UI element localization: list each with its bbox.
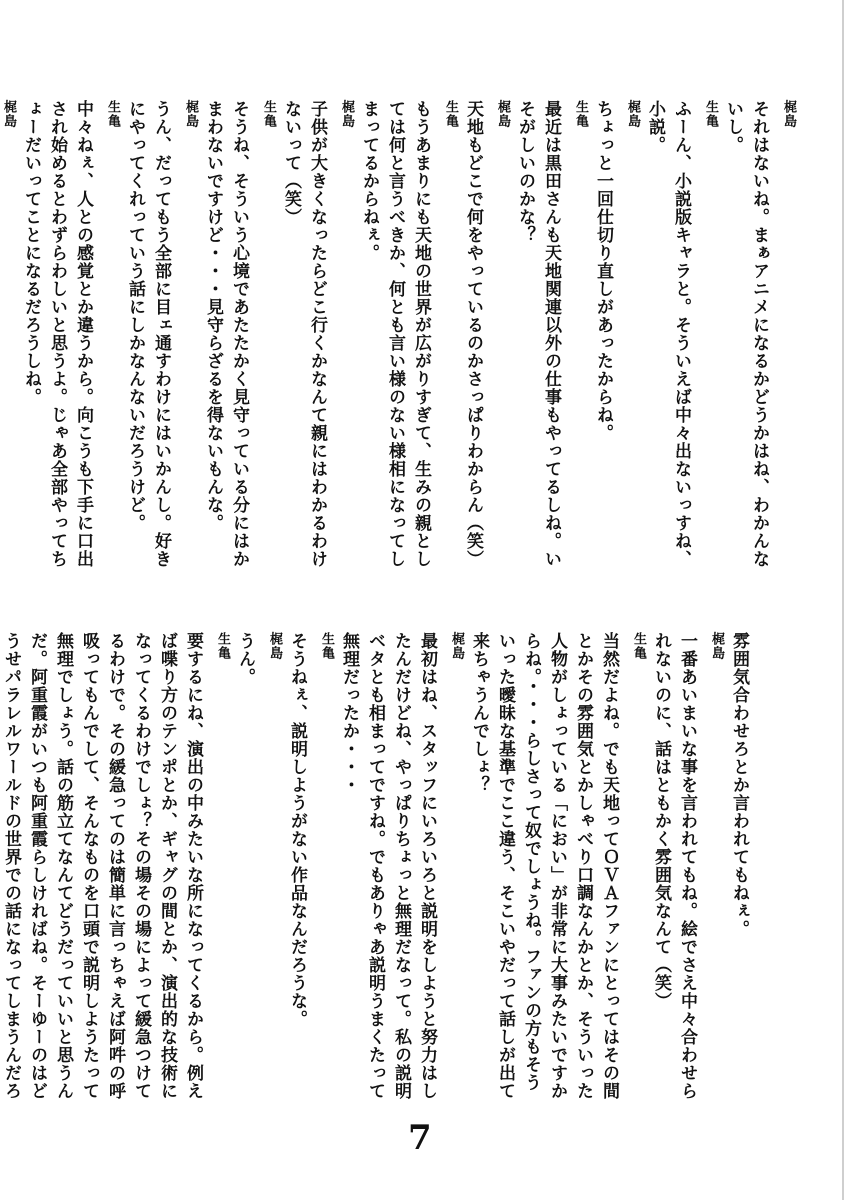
dialogue-row <box>726 632 778 1102</box>
speaker-label: 梶島 <box>339 100 354 128</box>
speech-text: ふーん、小説版キャラと。そういえば中々出ないっすね、小説。 <box>645 100 691 568</box>
speech-text: そうねぇ、説明しようがない作品なんだろうな。 <box>287 632 307 1028</box>
speaker-label: 生亀 <box>573 100 588 128</box>
speaker-label: 生亀 <box>215 632 230 660</box>
dialogue-row <box>0 100 18 570</box>
dialogue-row <box>512 100 590 570</box>
speaker-label: 梶島 <box>267 632 282 660</box>
speech-text: ちょっと一回仕切り直しがあったからね。 <box>593 100 613 442</box>
speaker-label: 梶島 <box>495 100 510 128</box>
dialogue-row <box>284 632 336 1102</box>
dialogue-row <box>18 100 122 570</box>
speaker-label: 梶島 <box>781 100 796 128</box>
page-edge <box>842 0 844 1200</box>
top-dialogue-block <box>0 100 798 570</box>
dialogue-row <box>336 632 466 1102</box>
dialogue-row <box>278 100 356 570</box>
dialogue-row <box>590 100 642 570</box>
speaker-label: 生亀 <box>631 632 646 660</box>
dialogue-row <box>232 632 284 1102</box>
dialogue-row <box>642 100 720 570</box>
speaker-label: 生亀 <box>703 100 718 128</box>
speech-text: 最近は黒田さんも天地関連以外の仕事もやってるしね。いそがしいのかな？ <box>515 100 561 568</box>
dialogue-row <box>200 100 278 570</box>
speech-text: 当然だよね。でも天地ってＯＶＡファンにとってはその間とかその雰囲気とかしゃべり口調なんかとか、そういった人物がしょっている「におい」が非常に大事みたいですからね。・・・らしさって奴でしょうね。ファンの方もそういった曖昧な基準でここ違う、そこいやだって話しが出て来ちゃうんでしょ？ <box>469 632 619 1100</box>
speaker-label: 梶島 <box>709 632 724 660</box>
speech-text: 中々ねぇ、人との感覚とか違うから。向こうも下手に口出され始めるとわずらわしいと思うよ。じゃあ全部やってちょーだいってことになるだろうしね。 <box>21 100 93 568</box>
dialogue-row <box>122 100 200 570</box>
speech-text: 天地もどこで何をやっているのかさっぱりわからん（笑） <box>463 100 483 568</box>
speaker-label: 梶島 <box>1 100 16 128</box>
speech-text: そうね、そういう心境であたたかく見守っている分にはかまわないですけど・・・見守らざるを得ないもんな。 <box>203 100 249 568</box>
speaker-label: 生亀 <box>319 632 334 660</box>
speaker-label: 梶島 <box>183 100 198 128</box>
speech-text: それはないね。まぁアニメになるかどうかはね、わかんないし。 <box>723 100 769 568</box>
dialogue-row <box>648 632 726 1102</box>
speaker-label: 梶島 <box>625 100 640 128</box>
dialogue-row <box>720 100 798 570</box>
speech-text: うん。 <box>235 632 255 686</box>
dialogue-row <box>460 100 512 570</box>
speech-text: 子供が大きくなったらどこ行くかなんて親にはわかるわけないって（笑） <box>281 100 327 568</box>
dialogue-row <box>0 632 232 1102</box>
speech-text: 最初はね、スタッフにいろいろと説明をしようと努力はしたんだけどね、やっぱりちょっと無理だなって。私の説明ベタとも相まってですね。でもありゃあ説明うまくたって無理だったか・・・ <box>339 632 437 1100</box>
speech-text: もうあまりにも天地の世界が広がりすぎて、生みの親としては何と言うべきか、何とも言い様のない様相になってしまってるからねぇ。 <box>359 100 431 568</box>
speech-text: 要するにね、演出の中みたいな所になってくるから。例えば喋り方のテンポとか、ギャグの間とか、演出的な技術になってくるわけでしょ？その場その場によって緩急つけてるわけで。その緩急ってのは簡単に言っちゃえば阿吽の呼吸ってもんでして、そんなものを口頭で説明しようたって無理でしょう。話の筋立てなんてどうだっていいと思うんだ。阿重霞がいつも阿重霞らしければね。そーゆーのはどうせパラレルワールドの世界での話になってしまうんだろ <box>1 632 203 1100</box>
speech-text: 一番あいまいな事を言われてもね。絵でさえ中々合わせられないのに、話はともかく雰囲気なんて（笑） <box>651 632 697 1100</box>
page-number: 7 <box>408 1118 432 1158</box>
speech-text: 雰囲気合わせろとか言われてもねぇ。 <box>729 632 749 938</box>
speaker-label: 生亀 <box>443 100 458 128</box>
bottom-dialogue-block <box>0 632 778 1102</box>
speech-text: うん、だってもう全部に目ェ通すわけにはいかんし。好きにやってくれっていう話にしかなんないだろうけど。 <box>125 100 171 568</box>
speaker-label: 梶島 <box>449 632 464 660</box>
speaker-label: 生亀 <box>261 100 276 128</box>
dialogue-row <box>356 100 460 570</box>
dialogue-row <box>466 632 648 1102</box>
speaker-label: 生亀 <box>105 100 120 128</box>
